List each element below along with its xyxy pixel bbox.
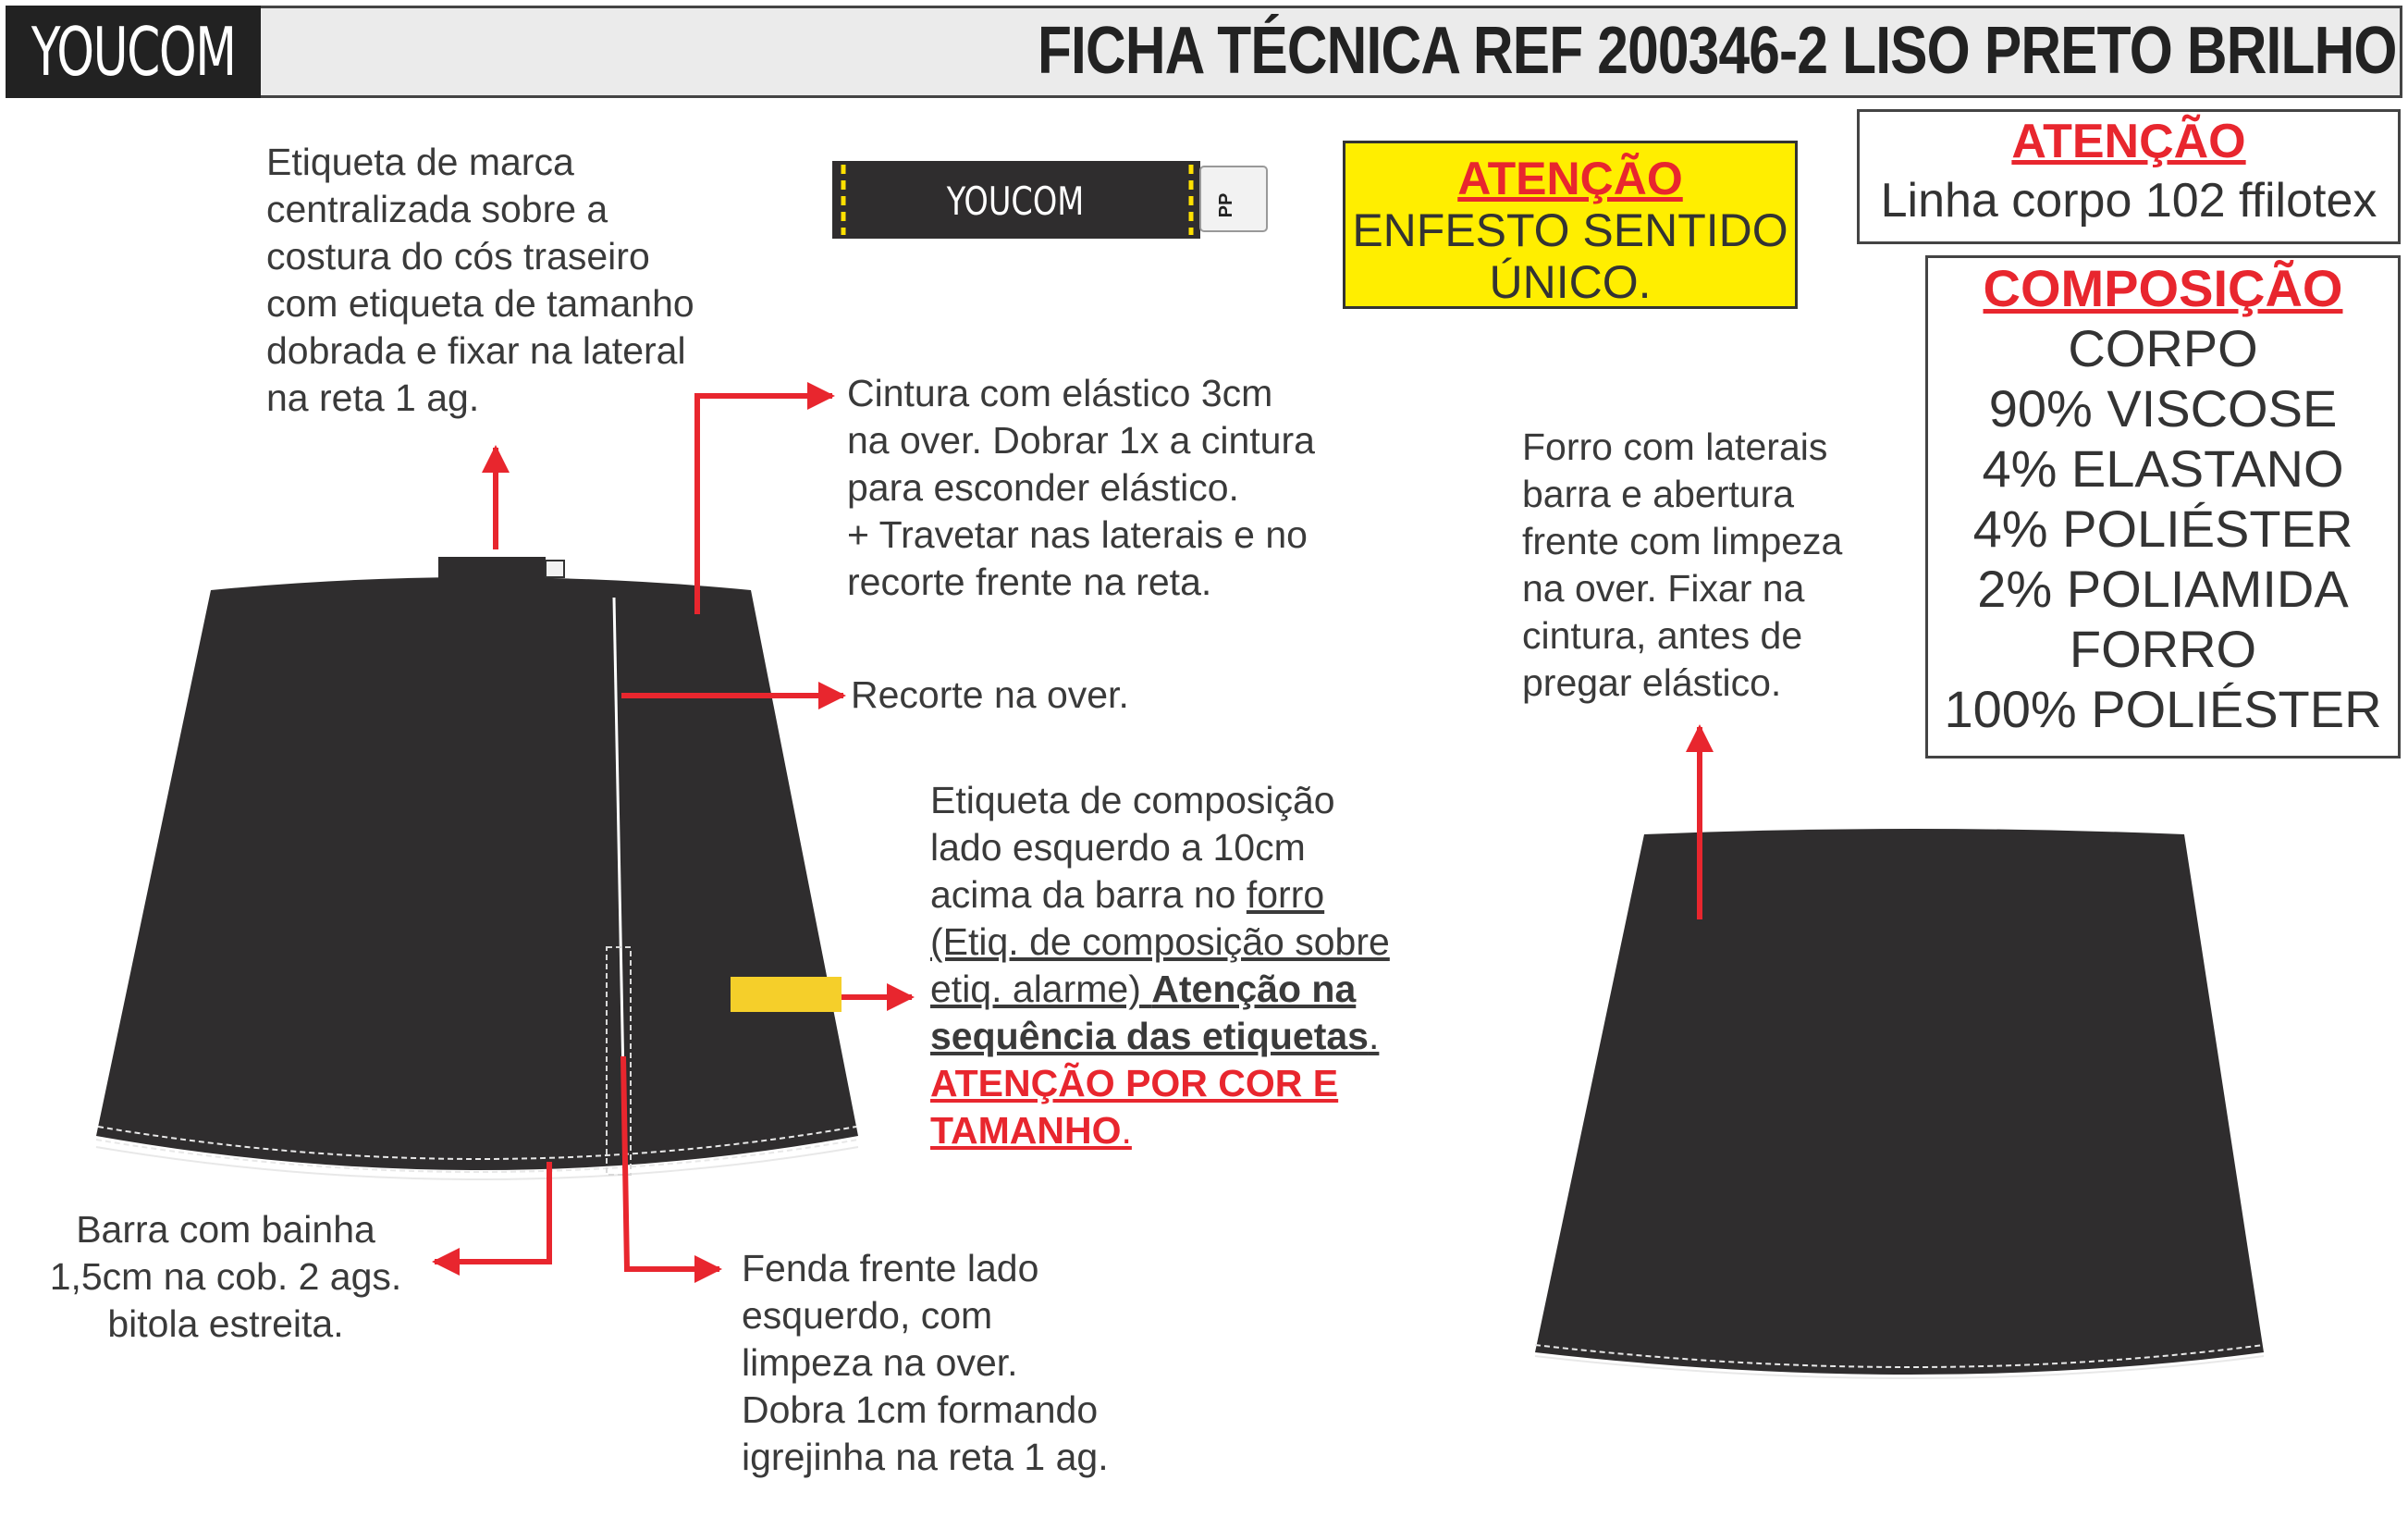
note-line: Etiqueta de composição (930, 779, 1335, 821)
brand-label-illustration (832, 161, 1267, 239)
thread-box (1857, 109, 2401, 244)
note-line: pregar elástico. (1522, 661, 1782, 704)
label-brand-text: YOUCOM (946, 179, 1085, 224)
note-line: Dobra 1cm formando (742, 1388, 1099, 1431)
note-line (930, 966, 1390, 1013)
note-line: na reta 1 ag. (266, 376, 480, 419)
note-line: frente com limpeza (1522, 520, 1843, 562)
note-line: centralizada sobre a (266, 188, 608, 230)
note-text-bold: TAMANHO (930, 1109, 1122, 1152)
note-line: Cintura com elástico 3cm (847, 372, 1273, 414)
note-line: Forro com laterais (1522, 426, 1828, 468)
composition-line: 90% VISCOSE (1988, 379, 2338, 438)
note-text: acima da barra no (930, 873, 1247, 916)
note-line: cintura, antes de (1522, 614, 1803, 657)
note-line: Fenda frente lado (742, 1247, 1039, 1289)
note-line: limpeza na over. (742, 1341, 1018, 1384)
note-line: dobrada e fixar na lateral (266, 329, 686, 372)
note-text-bold: Atenção na (1151, 968, 1357, 1010)
note-line: igrejinha na reta 1 ag. (742, 1436, 1109, 1478)
skirt-lining (1535, 829, 2264, 1378)
composition-line: 100% POLIÉSTER (1944, 680, 2382, 738)
note-seam: Recorte na over. (851, 673, 1129, 716)
thread-heading: ATENÇÃO (2011, 115, 2246, 168)
note-text-underlined: forro (1246, 873, 1325, 916)
note-line: Etiqueta de marca (266, 141, 574, 183)
note-line: barra e abertura (1522, 473, 1795, 515)
note-line: bitola estreita. (107, 1302, 344, 1345)
note-line: na over. Dobrar 1x a cintura (847, 419, 1315, 462)
note-line: para esconder elástico. (847, 466, 1239, 509)
note-brand-label (266, 139, 694, 422)
note-text: . (1368, 1015, 1380, 1057)
note-lining (1522, 424, 1842, 707)
note-composition-label (930, 777, 1390, 1154)
page-title: FICHA TÉCNICA REF 200346-2 LISO PRETO BRILHO (1038, 14, 2397, 88)
composition-heading: COMPOSIÇÃO (1983, 259, 2343, 317)
note-text: etiq. alarme) (930, 968, 1152, 1010)
note-line (930, 1013, 1390, 1060)
composition-line: 4% ELASTANO (1982, 439, 2344, 498)
note-line: 1,5cm na cob. 2 ags. (49, 1255, 402, 1298)
composition-line: 2% POLIAMIDA (1977, 560, 2349, 618)
note-hem (22, 1206, 429, 1348)
note-line (930, 871, 1390, 919)
attention-heading: ATENÇÃO (1457, 153, 1683, 204)
note-warning-line (930, 1107, 1390, 1154)
note-slit (742, 1245, 1109, 1481)
attention-line-1: ENFESTO SENTIDO (1352, 204, 1788, 256)
label-size-text: PP (1216, 192, 1236, 218)
composition-line: 4% POLIÉSTER (1972, 500, 2353, 558)
note-line: + Travetar nas laterais e no (847, 513, 1308, 556)
note-line: com etiqueta de tamanho (266, 282, 694, 325)
brand-logo: YOUCOM (6, 6, 261, 98)
note-line: lado esquerdo a 10cm (930, 826, 1306, 869)
skirt-front (96, 577, 858, 1179)
note-line: na over. Fixar na (1522, 567, 1805, 610)
note-line: recorte frente na reta. (847, 561, 1212, 603)
note-line: esquerdo, com (742, 1294, 993, 1337)
composition-line: CORPO (2068, 319, 2258, 377)
note-line: Barra com bainha (76, 1208, 375, 1251)
attention-line-2: ÚNICO. (1489, 256, 1652, 308)
note-line: costura do cós traseiro (266, 235, 650, 278)
composition-box (1925, 255, 2401, 758)
note-waist (847, 370, 1315, 606)
attention-spreading-box (1343, 141, 1798, 309)
thread-text: Linha corpo 102 ffilotex (1880, 174, 2377, 228)
note-line: (Etiq. de composição sobre (930, 920, 1390, 963)
note-warning-line: ATENÇÃO POR COR E (930, 1062, 1339, 1104)
note-text-bold: sequência das etiquetas (930, 1015, 1369, 1057)
composition-line: FORRO (2069, 620, 2257, 678)
note-text: . (1121, 1109, 1132, 1152)
